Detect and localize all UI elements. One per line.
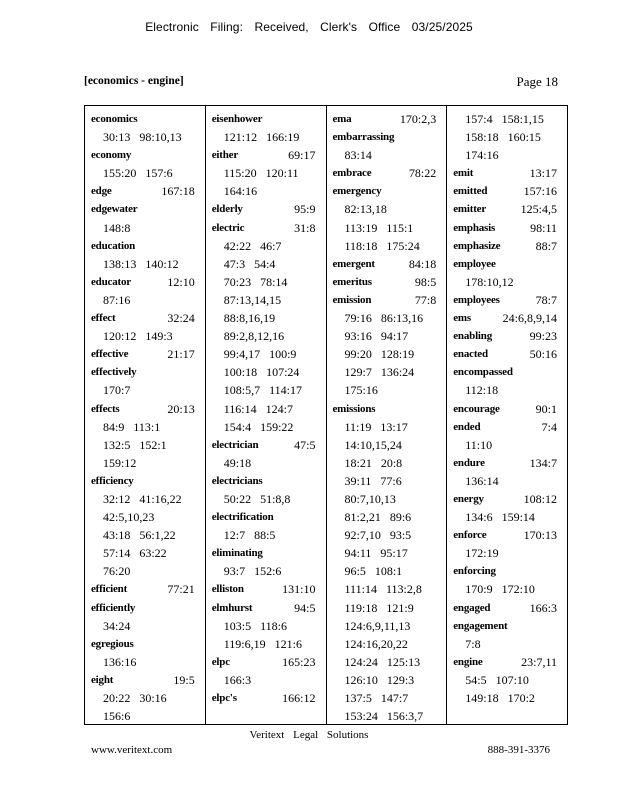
index-reference-line: 43:18 56:1,22 bbox=[103, 528, 176, 543]
index-term-line bbox=[91, 671, 205, 689]
index-reference: 21:17 bbox=[167, 347, 195, 362]
index-reference-line: 115:20 120:11 bbox=[223, 166, 299, 181]
index-reference: 90:1 bbox=[535, 401, 557, 416]
index-reference: 7:4 bbox=[541, 419, 557, 434]
index-term: emphasis bbox=[453, 221, 496, 234]
index-term-line bbox=[453, 599, 567, 617]
index-reference-line: 154:4 159:22 bbox=[223, 419, 294, 434]
index-reference: 125:4,5 bbox=[520, 202, 557, 217]
index-entry bbox=[453, 400, 567, 418]
index-reference: 78:7 bbox=[535, 292, 557, 307]
index-term-line bbox=[333, 400, 447, 418]
index-term: emissions bbox=[332, 402, 376, 415]
index-reference-line: 108:5,7 114:17 bbox=[223, 383, 302, 398]
index-reference-line: 172:19 bbox=[465, 546, 499, 561]
filing-stamp: Electronic Filing: Received, Clerk's Office 03/25/2025 bbox=[145, 20, 473, 34]
index-entry bbox=[91, 237, 205, 273]
index-reference: 165:23 bbox=[282, 654, 316, 669]
index-reference-line: 70:23 78:14 bbox=[223, 274, 288, 289]
index-entry bbox=[91, 580, 205, 598]
index-term-line bbox=[333, 128, 447, 146]
index-term: enacted bbox=[453, 348, 488, 361]
index-term-line bbox=[333, 291, 447, 309]
index-entry bbox=[212, 653, 326, 689]
index-reference-line: 137:5 147:7 bbox=[344, 691, 409, 705]
index-reference-line: 119:18 121:9 bbox=[344, 600, 414, 615]
index-term-line bbox=[91, 273, 205, 291]
index-reference: 78:22 bbox=[408, 166, 437, 181]
index-term-line bbox=[91, 237, 205, 255]
index-reference-line: 20:22 30:16 bbox=[103, 691, 167, 705]
index-entry bbox=[453, 526, 567, 562]
index-reference-line: 88:8,16,19 bbox=[223, 311, 276, 326]
index-column bbox=[206, 106, 327, 724]
index-reference-line: 148:8 bbox=[103, 220, 131, 235]
index-reference: 166:12 bbox=[282, 691, 316, 705]
index-term-line bbox=[91, 110, 205, 128]
index-term-line bbox=[453, 182, 567, 200]
index-term: emphasize bbox=[453, 239, 501, 252]
index-reference: 32:24 bbox=[167, 311, 195, 326]
index-entry bbox=[453, 110, 567, 164]
index-entry bbox=[453, 327, 567, 345]
index-term-line bbox=[91, 146, 205, 164]
index-entry bbox=[91, 363, 205, 399]
index-reference-line: 121:12 166:19 bbox=[223, 130, 300, 145]
index-term: emergent bbox=[332, 257, 375, 270]
index-term-line bbox=[212, 146, 326, 164]
index-entry bbox=[453, 418, 567, 454]
index-entry bbox=[91, 110, 205, 146]
index-term: encourage bbox=[453, 402, 500, 415]
index-term: efficient bbox=[91, 583, 128, 596]
index-reference-line: 79:16 86:13,16 bbox=[344, 311, 424, 326]
index-term-line bbox=[453, 526, 567, 544]
index-term-line bbox=[453, 454, 567, 472]
index-reference-line: 159:12 bbox=[103, 455, 137, 470]
index-term-line bbox=[333, 182, 447, 200]
index-term-line bbox=[453, 237, 567, 255]
index-reference: 98:11 bbox=[530, 220, 557, 235]
index-term-line bbox=[453, 418, 567, 436]
index-entry bbox=[453, 562, 567, 598]
index-term: electric bbox=[211, 221, 245, 234]
index-term: eisenhower bbox=[211, 113, 263, 125]
index-reference: 99:23 bbox=[529, 329, 557, 344]
index-reference-line: 124:24 125:13 bbox=[344, 654, 421, 669]
index-term-line bbox=[453, 255, 567, 273]
index-term: embarrassing bbox=[332, 131, 395, 144]
index-reference-line: 103:5 118:6 bbox=[223, 618, 287, 633]
index-entry bbox=[453, 219, 567, 237]
index-reference-line: 164:16 bbox=[223, 184, 258, 199]
index-entry bbox=[333, 255, 447, 273]
index-entry bbox=[333, 110, 447, 128]
index-reference: 134:7 bbox=[529, 455, 557, 470]
index-term: efficiency bbox=[91, 474, 134, 487]
index-entry bbox=[333, 164, 447, 182]
index-reference-line: 96:5 108:1 bbox=[344, 564, 403, 579]
footer-phone: 888-391-3376 bbox=[487, 744, 550, 756]
index-reference-line: 87:16 bbox=[103, 292, 131, 307]
index-reference-line: 30:13 98:10,13 bbox=[103, 130, 182, 145]
index-reference-line: 175:16 bbox=[344, 383, 378, 398]
index-reference-line: 119:6,19 121:6 bbox=[223, 636, 302, 651]
index-entry bbox=[212, 544, 326, 580]
index-reference-line: 89:2,8,12,16 bbox=[223, 329, 285, 344]
index-reference-line: 111:14 113:2,8 bbox=[344, 582, 422, 597]
index-entry bbox=[91, 309, 205, 345]
index-entry bbox=[333, 182, 447, 254]
index-term: endure bbox=[453, 456, 485, 469]
index-entry bbox=[212, 110, 326, 146]
index-reference: 157:16 bbox=[523, 184, 557, 199]
index-reference: 95:9 bbox=[294, 202, 316, 217]
index-term-line bbox=[453, 291, 567, 309]
index-reference: 50:16 bbox=[529, 347, 557, 362]
index-reference: 31:8 bbox=[294, 220, 316, 235]
index-entry bbox=[333, 400, 447, 725]
index-reference: 84:18 bbox=[408, 256, 437, 271]
index-entry bbox=[212, 436, 326, 472]
index-reference: 170:13 bbox=[523, 528, 557, 543]
index-reference-line: 112:18 bbox=[465, 383, 499, 398]
index-term-line bbox=[453, 219, 567, 237]
index-term: effect bbox=[91, 312, 116, 325]
index-reference-line: 132:5 152:1 bbox=[103, 437, 167, 452]
page-number: Page 18 bbox=[516, 74, 558, 89]
index-reference-line: 156:6 bbox=[103, 709, 131, 724]
index-reference-line: 113:19 115:1 bbox=[344, 220, 414, 235]
index-entry bbox=[212, 472, 326, 508]
index-entry bbox=[453, 617, 567, 653]
index-reference-line: 155:20 157:6 bbox=[103, 166, 173, 181]
index-term: elpc bbox=[211, 655, 230, 668]
index-reference-line: 120:12 149:3 bbox=[103, 329, 173, 344]
index-term-line bbox=[91, 345, 205, 363]
index-entry bbox=[453, 490, 567, 526]
index-reference-line: 138:13 140:12 bbox=[103, 256, 179, 271]
index-entry bbox=[212, 599, 326, 653]
index-reference-line: 124:6,9,11,13 bbox=[344, 618, 411, 633]
index-entry bbox=[453, 345, 567, 363]
index-term: encompassed bbox=[453, 366, 513, 379]
index-reference: 20:13 bbox=[167, 401, 195, 416]
index-reference: 23:7,11 bbox=[521, 654, 557, 669]
index-term: effective bbox=[91, 348, 129, 361]
index-reference-line: 7:8 bbox=[465, 636, 481, 651]
index-entry bbox=[91, 472, 205, 581]
index-reference-line: 42:5,10,23 bbox=[103, 510, 155, 525]
index-term: eight bbox=[91, 673, 114, 686]
index-term: egregious bbox=[91, 637, 134, 650]
index-entry bbox=[212, 200, 326, 218]
index-entry bbox=[453, 653, 567, 707]
index-range: [economics - engine] bbox=[84, 75, 184, 87]
index-reference-line: 47:3 54:4 bbox=[223, 256, 276, 271]
index-term-line bbox=[212, 653, 326, 671]
index-term: eliminating bbox=[211, 547, 263, 560]
index-reference: 88:7 bbox=[535, 238, 557, 253]
index-term-line bbox=[333, 110, 447, 128]
index-term-line bbox=[453, 363, 567, 381]
index-term-line bbox=[212, 689, 326, 707]
index-entry bbox=[91, 599, 205, 635]
index-term: ems bbox=[453, 312, 471, 325]
index-term: efficiently bbox=[91, 601, 136, 614]
index-term-line bbox=[91, 182, 205, 200]
index-term: emeritus bbox=[332, 275, 372, 288]
index-entry bbox=[453, 599, 567, 617]
index-reference: 108:12 bbox=[523, 491, 557, 506]
index-reference: 24:6,8,9,14 bbox=[502, 311, 557, 326]
index-term-line bbox=[212, 508, 326, 526]
index-reference: 166:3 bbox=[529, 600, 557, 615]
index-entry bbox=[91, 182, 205, 200]
index-term: emission bbox=[332, 293, 372, 306]
index-term: engine bbox=[453, 655, 483, 668]
index-entry bbox=[333, 291, 447, 400]
index-term-line bbox=[91, 599, 205, 617]
index-reference-line: 82:13,18 bbox=[344, 202, 387, 217]
index-reference-line: 136:16 bbox=[103, 654, 137, 669]
index-reference-line: 170:9 172:10 bbox=[465, 582, 535, 597]
index-term-line bbox=[333, 164, 447, 182]
index-entry bbox=[91, 146, 205, 182]
index-entry bbox=[91, 671, 205, 724]
index-entry bbox=[91, 400, 205, 472]
index-term: education bbox=[91, 239, 136, 252]
index-term: elderly bbox=[211, 203, 243, 216]
index-term: emit bbox=[453, 167, 474, 180]
index-term: economy bbox=[91, 149, 132, 162]
index-term-line bbox=[91, 309, 205, 327]
index-reference-line: 76:20 bbox=[103, 564, 131, 579]
index-reference-line: 50:22 51:8,8 bbox=[223, 491, 291, 506]
index-term: employees bbox=[453, 293, 500, 306]
index-term: employee bbox=[453, 257, 496, 270]
index-term-line bbox=[453, 200, 567, 218]
index-reference-line: 166:3 bbox=[223, 672, 252, 687]
index-entry bbox=[91, 635, 205, 671]
index-reference-line: 14:10,15,24 bbox=[344, 437, 402, 452]
index-reference: 19:5 bbox=[173, 672, 195, 687]
index-term-line bbox=[212, 544, 326, 562]
index-column bbox=[327, 106, 448, 724]
index-term-line bbox=[453, 400, 567, 418]
index-term-line bbox=[212, 599, 326, 617]
index-term: electricians bbox=[211, 474, 263, 487]
index-reference: 47:5 bbox=[294, 437, 316, 452]
index-reference-line: 18:21 20:8 bbox=[344, 455, 403, 470]
index-term: effects bbox=[91, 402, 120, 415]
index-entry bbox=[212, 580, 326, 598]
index-term: ended bbox=[453, 420, 481, 433]
index-term-line bbox=[333, 255, 447, 273]
index-entry bbox=[453, 200, 567, 218]
index-reference-line: 12:7 88:5 bbox=[223, 528, 276, 543]
index-entry bbox=[91, 345, 205, 363]
index-reference-line: 57:14 63:22 bbox=[103, 546, 167, 561]
index-reference: 167:18 bbox=[161, 184, 195, 199]
index-entry bbox=[91, 273, 205, 309]
index-reference-line: 42:22 46:7 bbox=[223, 238, 282, 253]
index-reference: 170:2,3 bbox=[399, 112, 437, 126]
footer-website: www.veritext.com bbox=[91, 744, 173, 756]
index-reference-line: 116:14 124:7 bbox=[223, 401, 293, 416]
index-term: edgewater bbox=[91, 203, 138, 216]
index-term: elliston bbox=[211, 583, 244, 596]
index-entry bbox=[453, 237, 567, 255]
index-reference-line: 81:2,21 89:6 bbox=[344, 510, 412, 525]
index-column bbox=[447, 106, 567, 724]
index-entry bbox=[212, 508, 326, 544]
index-reference-line: 93:16 94:17 bbox=[344, 329, 409, 344]
index-term: effectively bbox=[91, 366, 137, 379]
index-term: energy bbox=[453, 492, 484, 505]
index-entry bbox=[453, 454, 567, 490]
index-term: either bbox=[211, 149, 239, 162]
index-reference-line: 34:24 bbox=[103, 618, 131, 633]
index-reference-line: 157:4 158:1,15 bbox=[465, 112, 544, 126]
index-reference-line: 99:20 128:19 bbox=[344, 347, 415, 362]
index-reference-line: 118:18 175:24 bbox=[344, 238, 420, 253]
index-reference: 77:21 bbox=[167, 582, 195, 597]
index-term: engaged bbox=[453, 601, 491, 614]
index-entry bbox=[453, 309, 567, 327]
index-reference-line: 129:7 136:24 bbox=[344, 365, 415, 380]
index-reference-line: 94:11 95:17 bbox=[344, 546, 408, 561]
index-entry bbox=[453, 164, 567, 182]
index-reference-line: 83:14 bbox=[344, 148, 372, 163]
index-term-line bbox=[212, 110, 326, 128]
index-term: embrace bbox=[332, 167, 372, 180]
index-reference-line: 87:13,14,15 bbox=[223, 292, 282, 307]
index-reference-line: 54:5 107:10 bbox=[465, 672, 529, 687]
index-term-line bbox=[212, 200, 326, 218]
index-term: elpc's bbox=[211, 692, 237, 704]
index-reference-line: 49:18 bbox=[223, 455, 252, 470]
index-term: elmhurst bbox=[211, 601, 253, 614]
index-reference-line: 149:18 170:2 bbox=[465, 691, 535, 705]
index-reference-line: 80:7,10,13 bbox=[344, 491, 396, 506]
index-entry bbox=[453, 291, 567, 309]
index-reference-line: 99:4,17 100:9 bbox=[223, 347, 297, 362]
index-term: emergency bbox=[332, 185, 382, 198]
index-term-line bbox=[453, 562, 567, 580]
index-term-line bbox=[453, 653, 567, 671]
index-term: engagement bbox=[453, 619, 508, 632]
index-reference-line: 134:6 159:14 bbox=[465, 510, 535, 525]
index-reference-line: 11:19 13:17 bbox=[344, 419, 408, 434]
index-column bbox=[85, 106, 206, 724]
word-index-table bbox=[84, 105, 568, 725]
index-reference: 98:5 bbox=[414, 274, 437, 289]
index-term-line bbox=[212, 436, 326, 454]
index-reference: 77:8 bbox=[414, 292, 437, 307]
index-entry bbox=[333, 128, 447, 164]
index-reference-line: 153:24 156:3,7 bbox=[344, 709, 424, 724]
index-reference-line: 136:14 bbox=[465, 473, 499, 488]
index-reference: 94:5 bbox=[294, 600, 316, 615]
index-reference-line: 100:18 107:24 bbox=[223, 365, 300, 380]
index-reference-line: 32:12 41:16,22 bbox=[103, 491, 182, 506]
index-entry bbox=[453, 255, 567, 291]
index-term-line bbox=[453, 327, 567, 345]
index-term: ema bbox=[332, 113, 352, 125]
index-reference: 13:17 bbox=[529, 166, 557, 181]
index-entry bbox=[453, 363, 567, 399]
index-entry bbox=[453, 182, 567, 200]
index-reference-line: 174:16 bbox=[465, 148, 499, 163]
index-reference-line: 39:11 77:6 bbox=[344, 473, 402, 488]
index-term: emitted bbox=[453, 185, 488, 198]
index-entry bbox=[212, 219, 326, 436]
index-reference-line: 170:7 bbox=[103, 383, 131, 398]
index-term: enforce bbox=[453, 529, 487, 542]
footer-company: Veritext Legal Solutions bbox=[249, 729, 369, 741]
index-term-line bbox=[212, 219, 326, 237]
index-term-line bbox=[212, 580, 326, 598]
index-reference-line: 92:7,10 93:5 bbox=[344, 528, 412, 543]
index-term: emitter bbox=[453, 203, 487, 216]
index-reference-line: 84:9 113:1 bbox=[103, 419, 161, 434]
index-term-line bbox=[212, 472, 326, 490]
index-term-line bbox=[453, 345, 567, 363]
index-term: edge bbox=[91, 185, 112, 198]
index-term: electrification bbox=[211, 511, 274, 524]
index-term: enforcing bbox=[453, 565, 496, 578]
index-term-line bbox=[91, 400, 205, 418]
index-term-line bbox=[453, 617, 567, 635]
index-entry bbox=[212, 146, 326, 200]
index-term-line bbox=[91, 363, 205, 381]
index-entry bbox=[333, 273, 447, 291]
index-term: enabling bbox=[453, 330, 492, 343]
index-term-line bbox=[91, 635, 205, 653]
index-reference-line: 178:10,12 bbox=[465, 274, 514, 289]
index-term: educator bbox=[91, 275, 131, 288]
index-reference-line: 126:10 129:3 bbox=[344, 672, 415, 687]
index-term-line bbox=[453, 490, 567, 508]
index-term: electrician bbox=[211, 438, 259, 451]
index-term-line bbox=[91, 200, 205, 218]
index-entry bbox=[212, 689, 326, 707]
index-reference-line: 11:10 bbox=[465, 437, 493, 452]
index-term-line bbox=[333, 273, 447, 291]
index-term-line bbox=[453, 164, 567, 182]
index-reference-line: 124:16,20,22 bbox=[344, 636, 408, 651]
index-reference: 12:10 bbox=[167, 274, 195, 289]
index-term-line bbox=[453, 309, 567, 327]
index-term: economics bbox=[91, 113, 138, 125]
index-term-line bbox=[91, 580, 205, 598]
index-term-line bbox=[91, 472, 205, 490]
index-reference: 69:17 bbox=[288, 148, 316, 163]
index-reference: 131:10 bbox=[282, 582, 316, 597]
index-reference-line: 93:7 152:6 bbox=[223, 564, 282, 579]
index-entry bbox=[91, 200, 205, 236]
index-reference-line: 158:18 160:15 bbox=[465, 130, 541, 145]
